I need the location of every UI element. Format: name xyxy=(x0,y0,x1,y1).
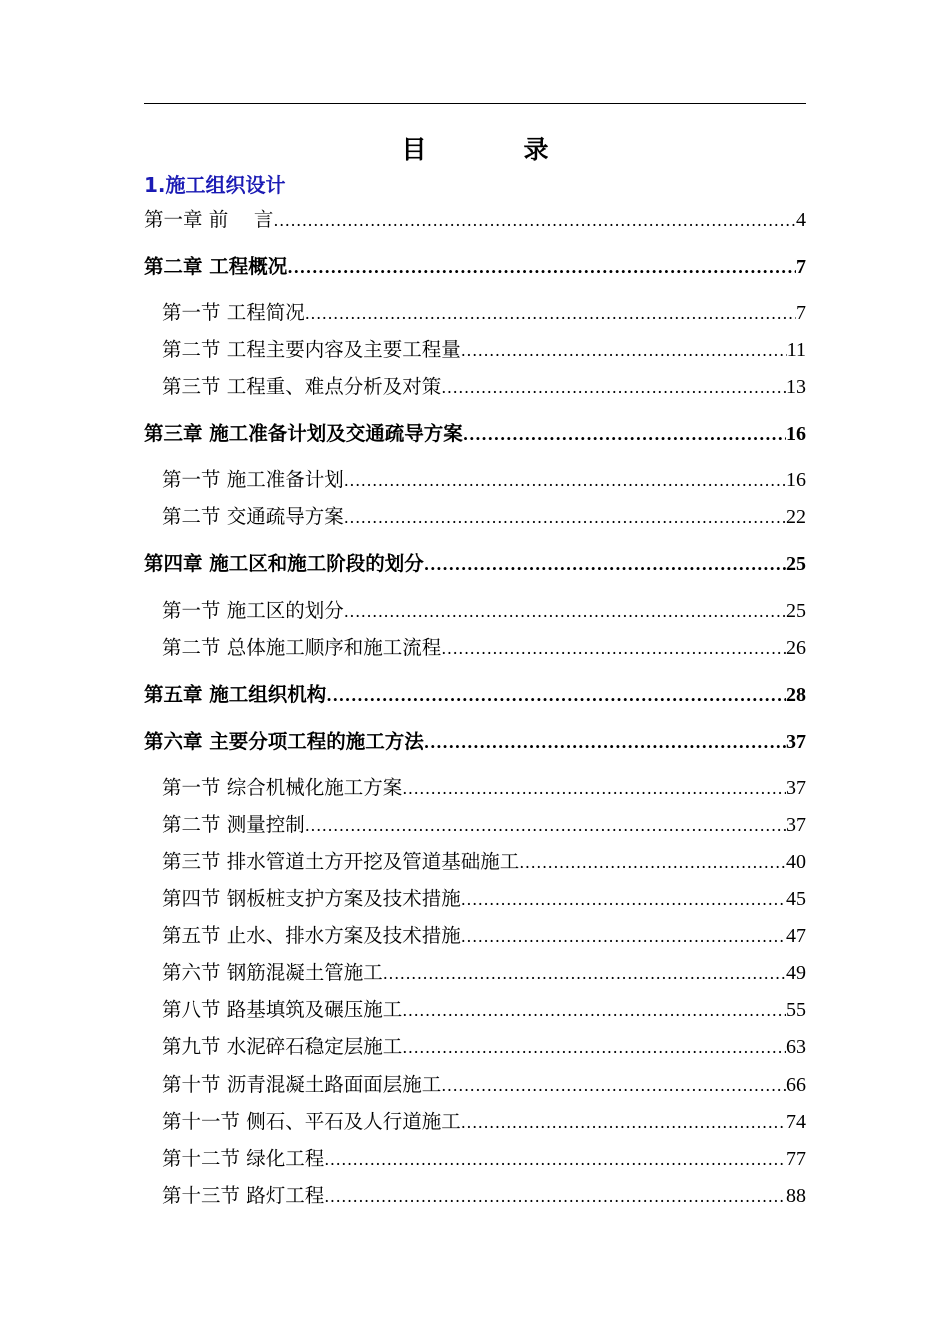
dot-leader xyxy=(324,1150,786,1169)
dot-leader xyxy=(326,686,786,705)
header-rule xyxy=(144,103,806,104)
entry-label: 第十二节 绿化工程 xyxy=(162,1147,325,1170)
entry-label: 第十节 沥青混凝土路面面层施工 xyxy=(162,1073,442,1096)
entry-page-number: 88 xyxy=(786,1185,806,1207)
dot-leader xyxy=(461,1113,786,1132)
entry-label: 第六章 主要分项工程的施工方法 xyxy=(144,730,424,753)
entry-label: 第九节 水泥碎石稳定层施工 xyxy=(162,1035,403,1058)
toc-section-entry[interactable] xyxy=(162,920,806,948)
toc-section-entry[interactable] xyxy=(162,846,806,874)
dot-leader xyxy=(344,471,786,490)
toc-section-entry[interactable] xyxy=(162,371,806,399)
toc-chapter-entry[interactable] xyxy=(144,251,806,279)
toc-section-entry[interactable] xyxy=(162,883,806,911)
toc-section-entry[interactable] xyxy=(162,595,806,623)
dot-leader xyxy=(273,211,796,230)
toc-section-entry[interactable] xyxy=(162,501,806,529)
entry-page-number: 66 xyxy=(786,1074,806,1096)
entry-page-number: 49 xyxy=(786,962,806,984)
entry-label: 第五节 止水、排水方案及技术措施 xyxy=(162,924,461,947)
toc-chapter-entry[interactable] xyxy=(144,548,806,576)
entry-label: 第八节 路基填筑及碾压施工 xyxy=(162,998,403,1021)
dot-leader xyxy=(441,639,786,658)
entry-label: 第二章 工程概况 xyxy=(144,255,288,278)
entry-page-number: 63 xyxy=(786,1036,806,1058)
entry-label: 第三章 施工准备计划及交通疏导方案 xyxy=(144,422,463,445)
toc-section-entry[interactable] xyxy=(162,1180,806,1208)
entry-label: 第三节 工程重、难点分析及对策 xyxy=(162,375,442,398)
entry-label: 第十一节 侧石、平石及人行道施工 xyxy=(162,1110,461,1133)
dot-leader xyxy=(305,304,796,323)
toc-section-entry[interactable] xyxy=(162,809,806,837)
entry-page-number: 28 xyxy=(786,684,806,706)
toc-section-entry[interactable] xyxy=(162,1069,806,1097)
entry-page-number: 77 xyxy=(786,1148,806,1170)
dot-leader xyxy=(402,1038,786,1057)
dot-leader xyxy=(424,555,786,574)
entry-page-number: 16 xyxy=(786,423,806,445)
entry-page-number: 25 xyxy=(786,600,806,622)
entry-page-number: 37 xyxy=(786,731,806,753)
entry-page-number: 37 xyxy=(786,777,806,799)
toc-section-entry[interactable] xyxy=(162,1106,806,1134)
toc-section-entry[interactable] xyxy=(162,1143,806,1171)
entry-label: 第六节 钢筋混凝土管施工 xyxy=(162,961,383,984)
entry-label: 第一节 施工区的划分 xyxy=(162,599,344,622)
entry-page-number: 25 xyxy=(786,553,806,575)
entry-page-number: 45 xyxy=(786,888,806,910)
entry-label: 第十三节 路灯工程 xyxy=(162,1184,325,1207)
toc-title: 目 录 xyxy=(401,135,585,164)
entry-page-number: 4 xyxy=(796,209,806,231)
entry-page-number: 13 xyxy=(786,376,806,398)
dot-leader xyxy=(441,378,786,397)
toc-section-entry[interactable] xyxy=(162,464,806,492)
entry-page-number: 74 xyxy=(786,1111,806,1133)
entry-label: 第二节 交通疏导方案 xyxy=(162,505,344,528)
toc-section-entry[interactable] xyxy=(162,334,806,362)
entry-label: 第二节 工程主要内容及主要工程量 xyxy=(162,338,461,361)
entry-page-number: 7 xyxy=(796,256,806,278)
dot-leader xyxy=(519,853,786,872)
entry-page-number: 40 xyxy=(786,851,806,873)
toc-section-entry[interactable] xyxy=(162,772,806,800)
entry-label: 第五章 施工组织机构 xyxy=(144,683,327,706)
entry-label: 第一节 施工准备计划 xyxy=(162,468,344,491)
entry-label: 第二节 总体施工顺序和施工流程 xyxy=(162,636,442,659)
entry-page-number: 7 xyxy=(796,302,806,324)
entry-page-number: 26 xyxy=(786,637,806,659)
entry-page-number: 16 xyxy=(786,469,806,491)
dot-leader xyxy=(461,341,787,360)
entry-label: 第一章 前 言 xyxy=(144,208,274,231)
dot-leader xyxy=(344,508,786,527)
dot-leader xyxy=(402,1001,786,1020)
toc-chapter-entry[interactable] xyxy=(144,679,806,707)
entry-label: 第二节 测量控制 xyxy=(162,813,305,836)
entry-label: 第一节 综合机械化施工方案 xyxy=(162,776,403,799)
dot-leader xyxy=(424,733,786,752)
entry-label: 第四节 钢板桩支护方案及技术措施 xyxy=(162,887,461,910)
entry-label: 第三节 排水管道土方开挖及管道基础施工 xyxy=(162,850,520,873)
dot-leader xyxy=(305,816,786,835)
dot-leader xyxy=(402,779,786,798)
dot-leader xyxy=(383,964,786,983)
entry-page-number: 47 xyxy=(786,925,806,947)
dot-leader xyxy=(324,1187,786,1206)
toc-section-entry[interactable] xyxy=(162,1031,806,1059)
dot-leader xyxy=(344,602,786,621)
entry-page-number: 55 xyxy=(786,999,806,1021)
toc-section-entry[interactable] xyxy=(162,297,806,325)
dot-leader xyxy=(461,890,786,909)
toc-chapter-entry[interactable] xyxy=(144,726,806,754)
dot-leader xyxy=(441,1076,786,1095)
toc-chapter-entry[interactable] xyxy=(144,204,806,232)
dot-leader xyxy=(287,258,796,277)
entry-page-number: 22 xyxy=(786,506,806,528)
toc-section-entry[interactable] xyxy=(162,632,806,660)
section-heading: 1.施工组织设计 xyxy=(144,173,286,197)
entry-page-number: 11 xyxy=(786,339,806,361)
toc-section-entry[interactable] xyxy=(162,994,806,1022)
dot-leader xyxy=(463,425,786,444)
dot-leader xyxy=(461,927,786,946)
toc-section-entry[interactable] xyxy=(162,957,806,985)
entry-page-number: 37 xyxy=(786,814,806,836)
entry-label: 第一节 工程简况 xyxy=(162,301,305,324)
toc-chapter-entry[interactable] xyxy=(144,418,806,446)
entry-label: 第四章 施工区和施工阶段的划分 xyxy=(144,552,424,575)
